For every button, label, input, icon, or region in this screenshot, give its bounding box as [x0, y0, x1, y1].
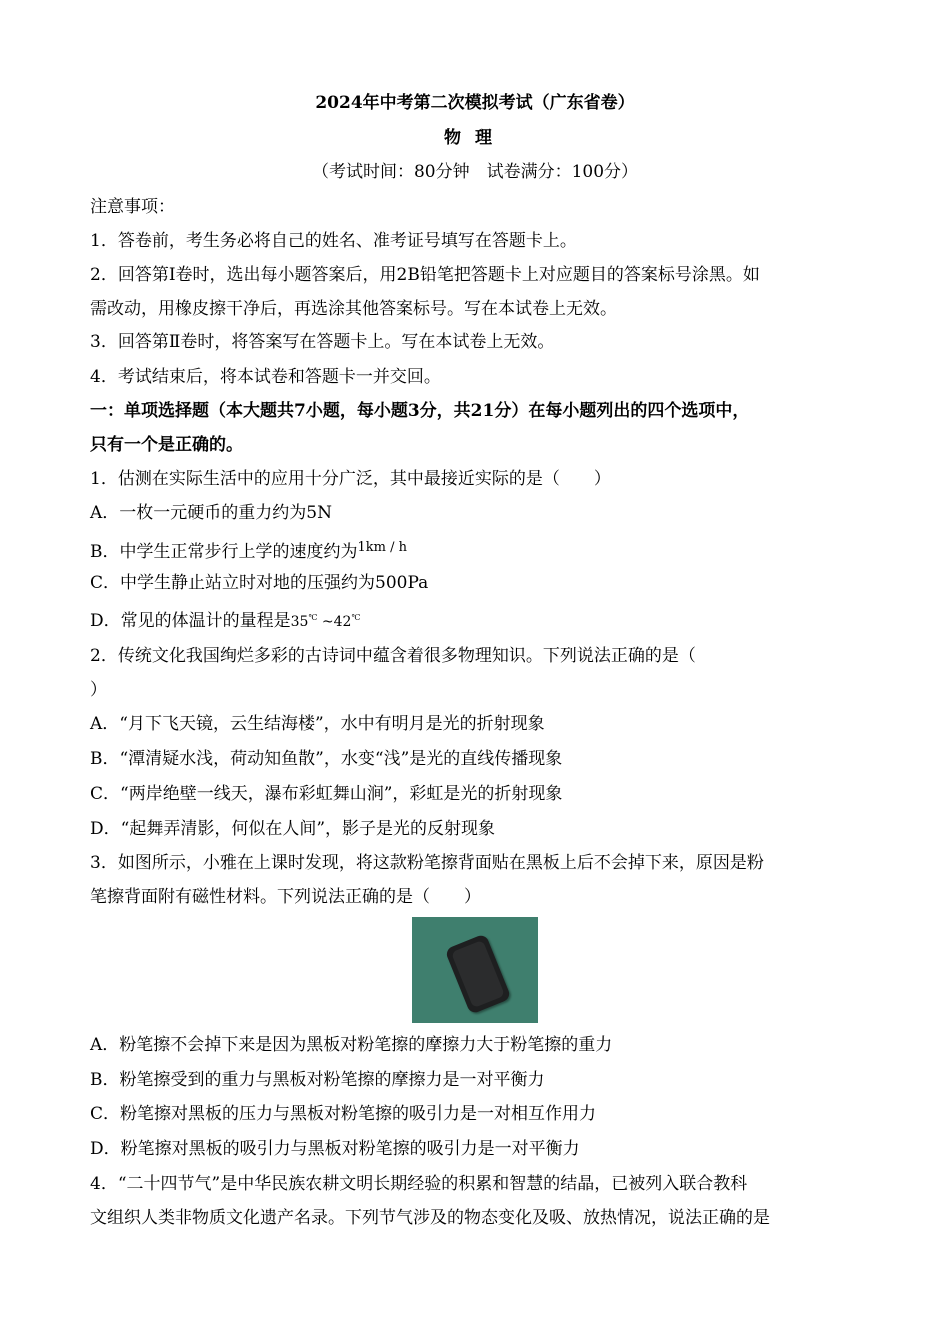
exam-title: 2024年中考第二次模拟考试（广东省卷）	[315, 93, 635, 113]
q3-stem: 3．如图所示，小雅在上课时发现，将这款粉笔擦背面贴在黑板上后不会掉下来，原因是粉	[90, 853, 764, 873]
notes-heading: 注意事项：	[90, 197, 175, 217]
section1-heading: 一：单项选择题（本大题共7小题，每小题3分，共21分）在每小题列出的四个选项中，	[90, 401, 750, 421]
note-item-2-cont: 需改动，用橡皮擦干净后，再选涂其他答案标号。写在本试卷上无效。	[90, 299, 617, 319]
q2-option-a: A．“月下飞天镜，云生结海楼”，水中有明月是光的折射现象	[90, 714, 545, 734]
q2-option-b: B．“潭清疑水浅，荷动知鱼散”，水变“浅”是光的直线传播现象	[90, 749, 563, 769]
q2-stem: 2．传统文化我国绚烂多彩的古诗词中蕴含着很多物理知识。下列说法正确的是（	[90, 646, 696, 666]
q3-option-c: C．粉笔擦对黑板的压力与黑板对粉笔擦的吸引力是一对相互作用力	[90, 1104, 597, 1124]
q3-option-a: A．粉笔擦不会掉下来是因为黑板对粉笔擦的摩擦力大于粉笔擦的重力	[90, 1035, 613, 1055]
q1-option-d-sep: ~	[317, 614, 334, 630]
q3-stem-cont: 笔擦背面附有磁性材料。下列说法正确的是（ ）	[90, 887, 481, 907]
q1-stem: 1．估测在实际生活中的应用十分广泛，其中最接近实际的是（ ）	[90, 469, 611, 489]
subject-title: 物理	[444, 128, 506, 148]
q1-option-d-deg2: ℃	[351, 613, 361, 622]
exam-info: （考试时间：80分钟 试卷满分：100分）	[311, 162, 639, 182]
q1-option-d-v1: 35	[290, 614, 309, 630]
q4-stem-cont: 文组织人类非物质文化遗产名录。下列节气涉及的物态变化及吸、放热情况，说法正确的是	[90, 1208, 770, 1228]
note-item-1: 1．答卷前，考生务必将自己的姓名、准考证号填写在答题卡上。	[90, 231, 577, 251]
q2-stem-cont: ）	[90, 680, 107, 700]
chalkboard-eraser-photo	[412, 917, 538, 1023]
eraser-shape	[444, 933, 511, 1014]
q1-option-d	[90, 601, 870, 635]
note-item-3: 3．回答第Ⅱ卷时，将答案写在答题卡上。写在本试卷上无效。	[90, 332, 555, 352]
q1-option-b-unit: 1km / h	[357, 540, 407, 555]
q2-option-d: D．“起舞弄清影，何似在人间”，影子是光的反射现象	[90, 819, 496, 839]
section1-heading-cont: 只有一个是正确的。	[90, 435, 243, 455]
q4-stem: 4．“二十四节气”是中华民族农耕文明长期经验的积累和智慧的结晶，已被列入联合教科	[90, 1174, 748, 1194]
q2-option-c: C．“两岸绝壁一线天，瀑布彩虹舞山涧”，彩虹是光的折射现象	[90, 784, 563, 804]
q3-option-b: B．粉笔擦受到的重力与黑板对粉笔擦的摩擦力是一对平衡力	[90, 1070, 545, 1090]
note-item-4: 4．考试结束后，将本试卷和答题卡一并交回。	[90, 367, 441, 387]
q1-option-d-v2: 42	[333, 614, 352, 630]
q1-option-b	[90, 531, 870, 565]
q3-option-d: D．粉笔擦对黑板的吸引力与黑板对粉笔擦的吸引力是一对平衡力	[90, 1139, 580, 1159]
q1-option-d-deg1: ℃	[308, 613, 318, 622]
q1-option-b-text: B．中学生正常步行上学的速度约为	[90, 542, 358, 562]
note-item-2: 2．回答第Ⅰ卷时，选出每小题答案后，用2B铅笔把答题卡上对应题目的答案标号涂黑。如	[90, 265, 760, 285]
q1-option-a: A．一枚一元硬币的重力约为5N	[90, 503, 332, 523]
q1-option-c: C．中学生静止站立时对地的压强约为500Pa	[90, 573, 429, 593]
q1-option-d-text: D．常见的体温计的量程是	[90, 611, 291, 631]
